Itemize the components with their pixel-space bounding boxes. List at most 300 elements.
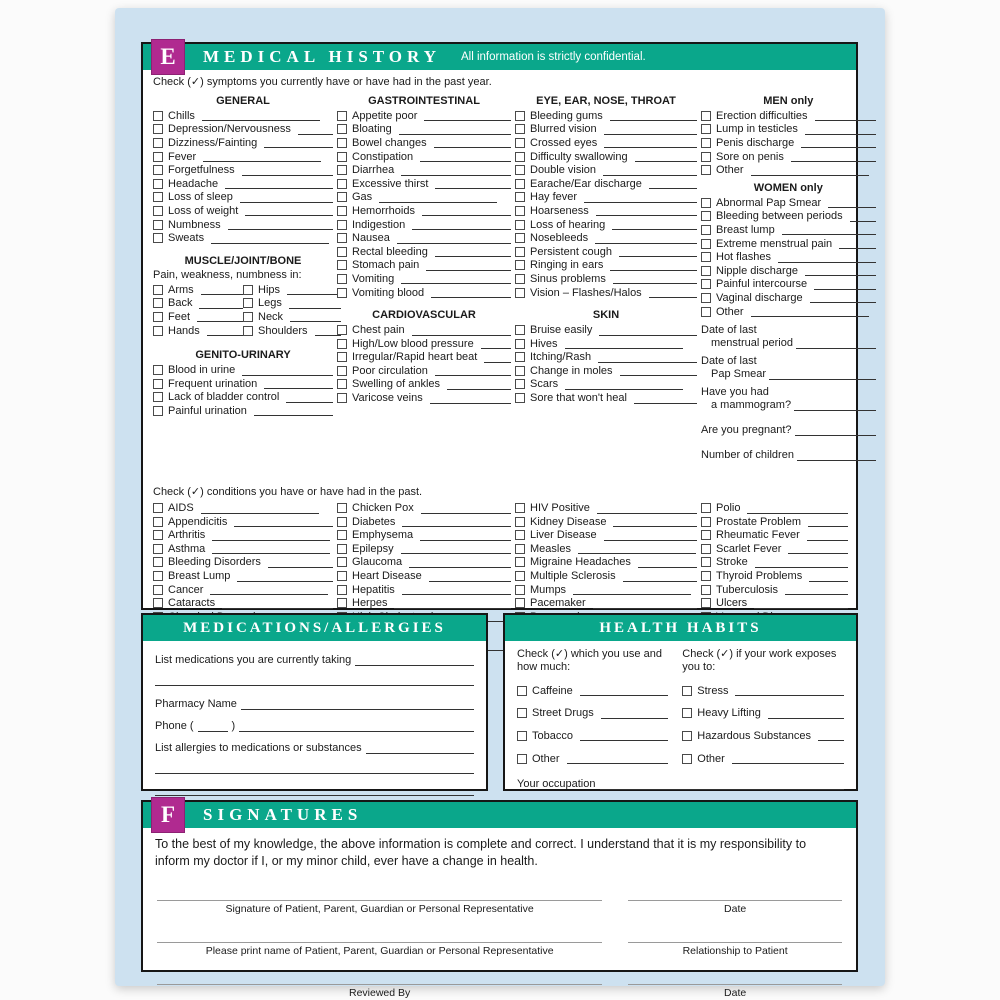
checkbox[interactable]: [682, 754, 692, 764]
checkbox-label: Ringing in ears: [530, 259, 604, 272]
write-in-line[interactable]: [596, 205, 697, 216]
checkbox[interactable]: [153, 503, 163, 513]
write-in-line[interactable]: [155, 763, 474, 774]
write-in-line[interactable]: [210, 584, 328, 595]
checkbox[interactable]: [153, 557, 163, 567]
write-in-line[interactable]: [212, 543, 330, 554]
write-in-line[interactable]: [366, 743, 474, 754]
write-in-line[interactable]: [241, 699, 474, 710]
write-in-line[interactable]: [394, 598, 511, 609]
checkbox-item: [337, 378, 511, 392]
write-in-line[interactable]: [788, 543, 848, 554]
checkbox[interactable]: [337, 366, 347, 376]
checkbox-item: [701, 501, 848, 515]
checkbox[interactable]: [337, 111, 347, 121]
write-in-line[interactable]: [814, 279, 875, 290]
write-in-line[interactable]: [815, 110, 876, 121]
checkbox-item: [337, 136, 511, 150]
write-in-line[interactable]: [447, 379, 511, 390]
checkbox[interactable]: [701, 279, 711, 289]
write-in-line[interactable]: [402, 584, 511, 595]
write-in-line[interactable]: [420, 530, 511, 541]
checkbox[interactable]: [701, 198, 711, 208]
checkbox-item: [337, 191, 511, 205]
symptoms-column-3: [515, 90, 697, 461]
write-in-line[interactable]: [751, 306, 869, 317]
checkbox-label: Diabetes: [352, 515, 396, 528]
checkbox[interactable]: [153, 233, 163, 243]
write-in-line[interactable]: [755, 557, 848, 568]
checkbox[interactable]: [701, 571, 711, 581]
write-in-line[interactable]: [239, 721, 474, 732]
checkbox[interactable]: [337, 247, 347, 257]
write-in-line[interactable]: [732, 753, 844, 764]
allergies-continuation: [155, 785, 474, 798]
checkbox[interactable]: [153, 392, 163, 402]
habits-work-column: [682, 648, 844, 765]
write-in-line[interactable]: [794, 400, 876, 411]
checkbox[interactable]: [515, 247, 525, 257]
write-in-line[interactable]: [435, 178, 511, 189]
checkbox-item: [701, 515, 848, 529]
write-in-line[interactable]: [573, 584, 691, 595]
write-in-line[interactable]: [808, 516, 848, 527]
checkbox[interactable]: [515, 192, 525, 202]
write-in-line[interactable]: [807, 530, 848, 541]
write-in-line[interactable]: [595, 233, 697, 244]
checkbox[interactable]: [337, 288, 347, 298]
signature-line-caption: Please print name of Patient, Parent, Guardian or Personal Representative: [205, 945, 554, 957]
write-in-line[interactable]: [197, 311, 243, 322]
write-in-line[interactable]: [754, 598, 848, 609]
checkbox[interactable]: [701, 138, 711, 148]
write-in-line[interactable]: [567, 753, 669, 764]
checkbox[interactable]: [701, 585, 711, 595]
checkbox[interactable]: [701, 544, 711, 554]
write-in-line[interactable]: [199, 298, 243, 309]
write-in-line[interactable]: [795, 425, 876, 436]
checkbox-label: Other: [716, 305, 744, 318]
checkbox-item: [701, 529, 848, 543]
write-in-line[interactable]: [379, 192, 497, 203]
checkbox[interactable]: [153, 179, 163, 189]
checkbox-item: [337, 556, 511, 570]
write-in-line[interactable]: [584, 192, 697, 203]
signature-statement: To the best of my knowledge, the above information is complete and correct. I understand that it is my responsibility to inform my doctor if I, or my minor child, ever have a change in health.: [155, 837, 807, 868]
write-in-line[interactable]: [211, 233, 329, 244]
write-in-line[interactable]: [409, 557, 511, 568]
write-in-line[interactable]: [287, 284, 341, 295]
checkbox[interactable]: [701, 124, 711, 134]
checkbox[interactable]: [153, 298, 163, 308]
checkbox-item: [153, 501, 333, 515]
write-in-line[interactable]: [580, 685, 668, 696]
checkbox[interactable]: [337, 379, 347, 389]
checkbox-label: Other: [532, 752, 560, 765]
write-in-line[interactable]: [778, 252, 876, 263]
checkbox[interactable]: [682, 686, 692, 696]
checkbox[interactable]: [682, 708, 692, 718]
checkbox[interactable]: [153, 111, 163, 121]
checkbox[interactable]: [515, 165, 525, 175]
checkbox-item: [701, 305, 876, 319]
write-in-line[interactable]: [634, 393, 697, 404]
checkbox-item: [153, 583, 333, 597]
write-in-line[interactable]: [420, 151, 511, 162]
checkbox[interactable]: [515, 379, 525, 389]
checkbox[interactable]: [515, 124, 525, 134]
write-in-line[interactable]: [402, 516, 511, 527]
checkbox[interactable]: [701, 165, 711, 175]
checkbox-item: [515, 286, 697, 300]
write-in-line[interactable]: [735, 685, 844, 696]
write-in-line[interactable]: [593, 598, 697, 609]
write-in-line[interactable]: [610, 260, 697, 271]
checkbox[interactable]: [515, 111, 525, 121]
write-in-line[interactable]: [264, 137, 333, 148]
write-in-line[interactable]: [401, 543, 511, 554]
write-in-line[interactable]: [768, 708, 844, 719]
checkbox[interactable]: [515, 274, 525, 284]
checkbox[interactable]: [701, 266, 711, 276]
write-in-line[interactable]: [649, 287, 697, 298]
write-in-line[interactable]: [245, 205, 333, 216]
checkbox[interactable]: [701, 598, 711, 608]
write-in-line[interactable]: [412, 325, 511, 336]
write-in-line[interactable]: [747, 503, 848, 514]
write-in-line[interactable]: [435, 365, 511, 376]
checkbox[interactable]: [243, 285, 253, 295]
checkbox-label: Tobacco: [532, 729, 573, 742]
write-in-line[interactable]: [234, 516, 333, 527]
checkbox[interactable]: [153, 124, 163, 134]
write-in-line[interactable]: [268, 557, 333, 568]
checkbox[interactable]: [701, 557, 711, 567]
write-in-line[interactable]: [484, 352, 511, 363]
write-in-line[interactable]: [429, 571, 511, 582]
checkbox[interactable]: [153, 598, 163, 608]
checkbox[interactable]: [337, 598, 347, 608]
area-code-line[interactable]: [198, 721, 228, 732]
checkbox[interactable]: [153, 530, 163, 540]
write-in-line[interactable]: [290, 311, 340, 322]
checkbox[interactable]: [515, 339, 525, 349]
checkbox-label: Hepatitis: [352, 583, 395, 596]
write-in-line[interactable]: [599, 325, 697, 336]
write-in-line[interactable]: [237, 571, 333, 582]
checkbox-label: Rheumatic Fever: [716, 529, 800, 542]
write-in-line[interactable]: [399, 124, 511, 135]
checkbox[interactable]: [153, 571, 163, 581]
write-in-line[interactable]: [597, 503, 697, 514]
write-in-line[interactable]: [805, 124, 876, 135]
write-in-line[interactable]: [638, 557, 697, 568]
checkbox[interactable]: [682, 731, 692, 741]
checkbox[interactable]: [337, 138, 347, 148]
checkbox[interactable]: [153, 152, 163, 162]
checkbox[interactable]: [337, 517, 347, 527]
checkbox[interactable]: [153, 379, 163, 389]
checkbox[interactable]: [515, 206, 525, 216]
checkbox-label: Blurred vision: [530, 123, 597, 136]
checkbox[interactable]: [243, 312, 253, 322]
write-in-line[interactable]: [613, 273, 697, 284]
checkbox[interactable]: [515, 138, 525, 148]
write-in-line[interactable]: [242, 365, 333, 376]
write-in-line[interactable]: [264, 378, 333, 389]
checkbox[interactable]: [701, 293, 711, 303]
write-in-line[interactable]: [610, 110, 697, 121]
checkbox[interactable]: [515, 179, 525, 189]
checkbox-label: Vaginal discharge: [716, 291, 803, 304]
write-in-line[interactable]: [810, 292, 876, 303]
checkbox-label: Sinus problems: [530, 272, 606, 285]
checkbox[interactable]: [337, 165, 347, 175]
write-in-line[interactable]: [604, 124, 697, 135]
checkbox[interactable]: [515, 557, 525, 567]
write-in-line[interactable]: [791, 151, 876, 162]
checkbox[interactable]: [701, 225, 711, 235]
write-in-line[interactable]: [289, 298, 341, 309]
checkbox[interactable]: [701, 307, 711, 317]
checkbox[interactable]: [515, 393, 525, 403]
checkbox-label: Chills: [168, 109, 195, 122]
checkbox[interactable]: [515, 517, 525, 527]
checkbox[interactable]: [337, 544, 347, 554]
checkbox[interactable]: [515, 598, 525, 608]
checkbox[interactable]: [515, 288, 525, 298]
checkbox[interactable]: [701, 517, 711, 527]
write-in-line[interactable]: [601, 708, 669, 719]
write-in-line[interactable]: [649, 178, 697, 189]
checkbox[interactable]: [337, 260, 347, 270]
write-in-line[interactable]: [412, 219, 511, 230]
write-in-line[interactable]: [603, 165, 697, 176]
write-in-line[interactable]: [430, 393, 511, 404]
checkbox[interactable]: [701, 239, 711, 249]
checkbox-label: AIDS: [168, 502, 194, 515]
write-in-line[interactable]: [401, 273, 511, 284]
write-in-line[interactable]: [481, 338, 511, 349]
write-in-line[interactable]: [155, 675, 474, 686]
checkbox[interactable]: [515, 366, 525, 376]
group-title-muscle: MUSCLE/JOINT/BONE: [184, 254, 302, 267]
write-in-line[interactable]: [431, 287, 511, 298]
write-in-line[interactable]: [850, 211, 876, 222]
checkbox[interactable]: [517, 731, 527, 741]
write-in-line[interactable]: [222, 598, 333, 609]
checkbox[interactable]: [153, 312, 163, 322]
write-in-line[interactable]: [203, 151, 321, 162]
checkbox[interactable]: [337, 325, 347, 335]
write-in-line[interactable]: [805, 265, 876, 276]
checkbox[interactable]: [153, 326, 163, 336]
checkbox[interactable]: [701, 530, 711, 540]
write-in-line[interactable]: [424, 110, 511, 121]
write-in-line[interactable]: [580, 730, 668, 741]
checkbox[interactable]: [515, 585, 525, 595]
mammogram-field: Have you had a mammogram?: [701, 386, 876, 411]
checkbox[interactable]: [515, 503, 525, 513]
checkbox-item: [153, 177, 333, 191]
write-in-line[interactable]: [818, 730, 844, 741]
checkbox[interactable]: [337, 530, 347, 540]
checkbox-item: [701, 291, 876, 305]
checkbox-label: Painful intercourse: [716, 278, 808, 291]
checkbox-label: Vision – Flashes/Halos: [530, 286, 642, 299]
checkbox[interactable]: [153, 517, 163, 527]
write-in-line[interactable]: [286, 392, 333, 403]
checkbox-item: [153, 542, 333, 556]
write-in-line[interactable]: [426, 260, 511, 271]
checkbox-item: [337, 163, 511, 177]
write-in-line[interactable]: [434, 137, 511, 148]
checkbox[interactable]: [337, 339, 347, 349]
checkbox[interactable]: [153, 585, 163, 595]
checkbox[interactable]: [337, 503, 347, 513]
checkbox[interactable]: [515, 530, 525, 540]
write-in-line[interactable]: [435, 246, 511, 257]
checkbox-item: [515, 163, 697, 177]
write-in-line[interactable]: [620, 365, 697, 376]
write-in-line[interactable]: [240, 192, 333, 203]
checkbox[interactable]: [337, 179, 347, 189]
write-in-line[interactable]: [422, 205, 511, 216]
signatures-header: [143, 802, 856, 828]
checkbox-label: Heavy Lifting: [697, 707, 761, 720]
checkbox[interactable]: [153, 192, 163, 202]
checkbox-item: [682, 684, 844, 698]
checkbox[interactable]: [515, 325, 525, 335]
write-in-line[interactable]: [797, 450, 876, 461]
write-in-line[interactable]: [228, 219, 333, 230]
write-in-line[interactable]: [155, 785, 474, 796]
checkbox[interactable]: [153, 206, 163, 216]
write-in-line[interactable]: [801, 137, 875, 148]
checkbox[interactable]: [337, 274, 347, 284]
write-in-line[interactable]: [604, 530, 697, 541]
checkbox[interactable]: [515, 152, 525, 162]
checkbox-item: [701, 109, 876, 123]
checkbox[interactable]: [701, 211, 711, 221]
checkbox[interactable]: [337, 393, 347, 403]
write-in-line[interactable]: [828, 197, 875, 208]
write-in-line[interactable]: [397, 233, 511, 244]
checkbox[interactable]: [337, 571, 347, 581]
write-in-line[interactable]: [839, 238, 875, 249]
write-in-line[interactable]: [604, 137, 697, 148]
write-in-line[interactable]: [242, 165, 333, 176]
checkbox[interactable]: [701, 111, 711, 121]
checkbox[interactable]: [153, 285, 163, 295]
checkbox[interactable]: [243, 326, 253, 336]
checkbox-item: [337, 529, 511, 543]
write-in-line[interactable]: [612, 219, 697, 230]
checkbox-item: [515, 351, 697, 365]
checkbox[interactable]: [515, 571, 525, 581]
checkbox-item: [153, 515, 333, 529]
checkbox[interactable]: [337, 557, 347, 567]
checkbox[interactable]: [515, 233, 525, 243]
checkbox[interactable]: [515, 260, 525, 270]
write-in-line[interactable]: [782, 224, 876, 235]
write-in-line[interactable]: [225, 178, 333, 189]
write-in-line[interactable]: [421, 503, 511, 514]
checkbox[interactable]: [515, 544, 525, 554]
checkbox[interactable]: [701, 252, 711, 262]
checkbox[interactable]: [515, 352, 525, 362]
checkbox[interactable]: [515, 220, 525, 230]
checkbox[interactable]: [517, 686, 527, 696]
write-in-line[interactable]: [623, 571, 697, 582]
write-in-line[interactable]: [598, 352, 697, 363]
checkbox[interactable]: [153, 406, 163, 416]
write-in-line[interactable]: [751, 165, 869, 176]
checkbox[interactable]: [337, 192, 347, 202]
write-in-line[interactable]: [355, 655, 474, 666]
write-in-line[interactable]: [785, 584, 848, 595]
checkbox[interactable]: [153, 220, 163, 230]
checkbox-item: [515, 177, 697, 191]
write-in-line[interactable]: [201, 284, 243, 295]
checkbox[interactable]: [337, 233, 347, 243]
checkbox-label: Measles: [530, 542, 571, 555]
checkbox[interactable]: [337, 206, 347, 216]
checkbox-label: Persistent cough: [530, 245, 612, 258]
checkbox[interactable]: [243, 298, 253, 308]
write-in-line[interactable]: [201, 503, 319, 514]
write-in-line[interactable]: [796, 338, 876, 349]
write-in-line[interactable]: [207, 325, 243, 336]
write-in-line[interactable]: [565, 338, 683, 349]
checkbox[interactable]: [337, 152, 347, 162]
write-in-line[interactable]: [401, 165, 511, 176]
checkbox[interactable]: [517, 754, 527, 764]
write-in-line[interactable]: [212, 530, 330, 541]
write-in-line[interactable]: [202, 110, 320, 121]
write-in-line[interactable]: [613, 516, 697, 527]
checkbox-item: [515, 150, 697, 164]
checkbox[interactable]: [337, 352, 347, 362]
checkbox-label: Depression/Nervousness: [168, 123, 291, 136]
write-in-line[interactable]: [619, 246, 697, 257]
checkbox[interactable]: [153, 544, 163, 554]
write-in-line[interactable]: [769, 369, 876, 380]
checkbox-item: [515, 583, 697, 597]
checkbox[interactable]: [517, 708, 527, 718]
write-in-line[interactable]: [298, 124, 333, 135]
checkbox[interactable]: [153, 165, 163, 175]
checkbox[interactable]: [337, 220, 347, 230]
signatures-title: SIGNATURES: [203, 805, 363, 824]
checkbox[interactable]: [153, 365, 163, 375]
menstrual-period-field: Date of last menstrual period: [701, 324, 876, 349]
write-in-line[interactable]: [254, 405, 333, 416]
checkbox-label: Lump in testicles: [716, 123, 798, 136]
checkbox[interactable]: [337, 124, 347, 134]
health-habits-header: [505, 615, 856, 641]
checkbox-label: Bloating: [352, 123, 392, 136]
checkbox[interactable]: [337, 585, 347, 595]
write-in-line[interactable]: [635, 151, 697, 162]
write-in-line[interactable]: [565, 379, 683, 390]
checkbox[interactable]: [153, 138, 163, 148]
write-in-line[interactable]: [809, 571, 848, 582]
checkbox[interactable]: [701, 152, 711, 162]
write-in-line[interactable]: [578, 543, 696, 554]
checkbox[interactable]: [701, 503, 711, 513]
write-in-line[interactable]: [600, 779, 845, 790]
